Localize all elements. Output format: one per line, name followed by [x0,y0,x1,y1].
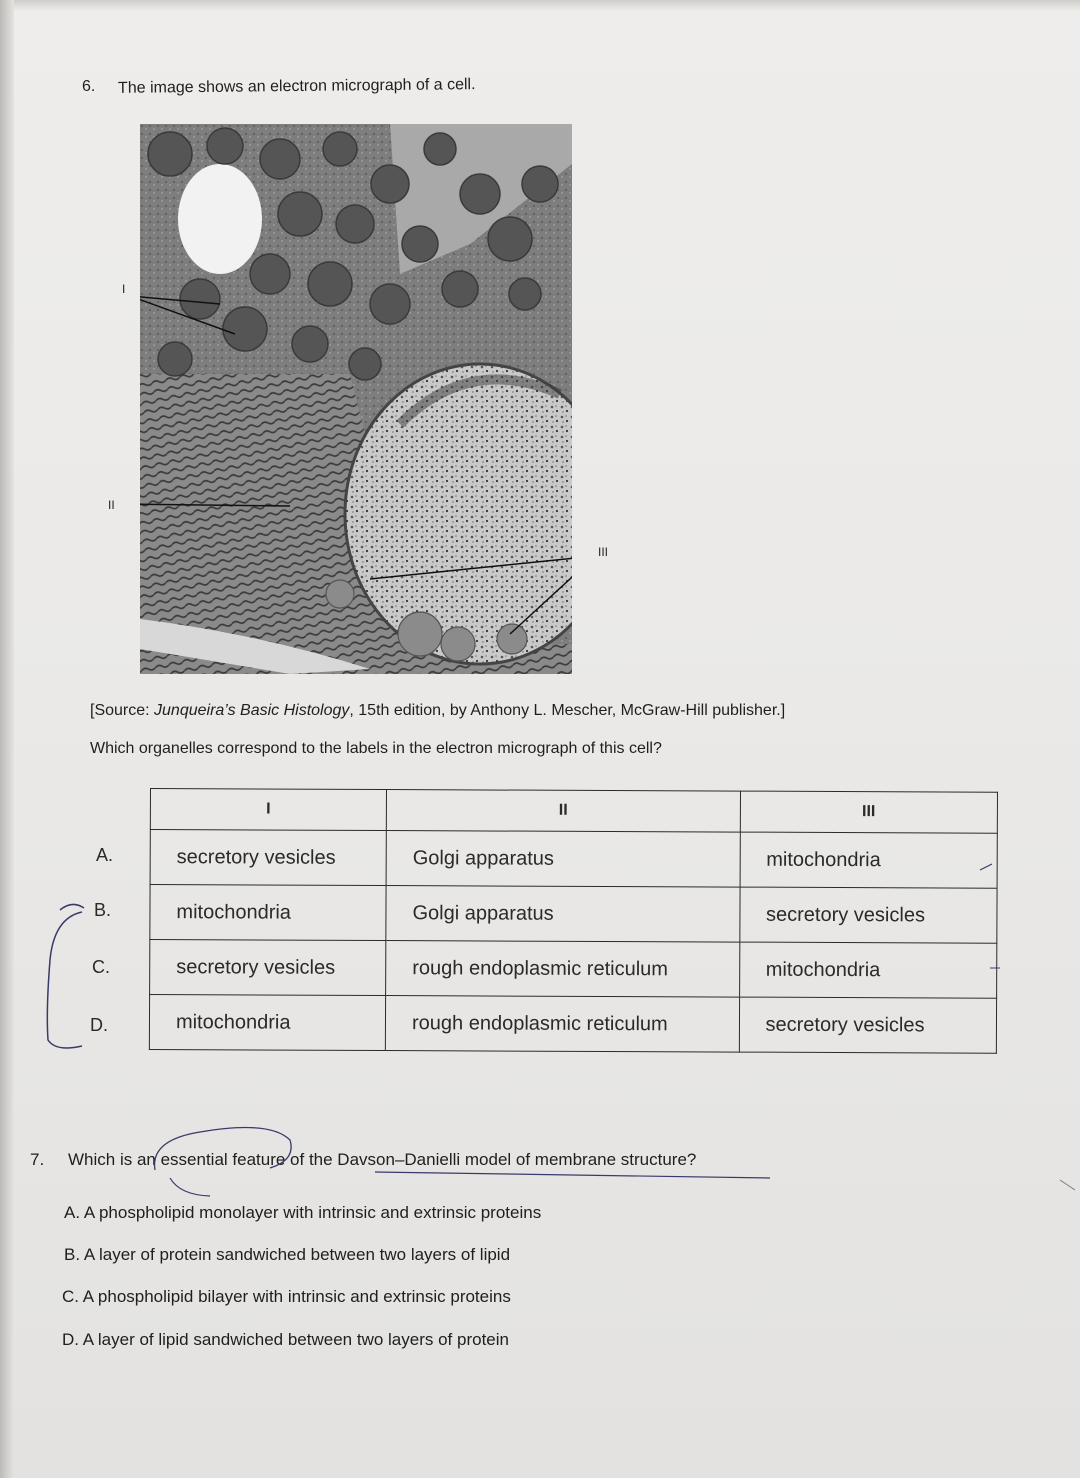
row-letter-a: A. [96,845,114,865]
micrograph-label-iii: III [598,545,609,559]
row-letter-c: C. [92,957,110,977]
table-row-a [150,830,997,889]
header-iii: III [740,791,998,833]
cell-a-ii: Golgi apparatus [386,831,740,888]
cell-b-ii: Golgi apparatus [386,886,740,943]
question-6-question: Which organelles correspond to the labels in the electron micrograph of this cell? [90,740,662,757]
option-b: B. A layer of protein sandwiched between two layers of lipid [64,1245,511,1264]
row-letter-d: D. [90,1015,108,1035]
cell-b-i: mitochondria [150,885,386,941]
cell-b-iii: secretory vesicles [739,887,997,943]
page-top-shadow [0,0,1080,10]
cell-c-ii: rough endoplasmic reticulum [386,941,740,998]
row-letter-b: B. [94,900,112,920]
question-7-prompt: Which is an essential feature of the Davson–Danielli model of membrane structure? [68,1150,697,1169]
micrograph-label-ii: II [108,498,115,512]
cell-d-iii: secretory vesicles [739,997,997,1053]
option-a: A. A phospholipid monolayer with intrinsic and extrinsic proteins [64,1203,542,1222]
electron-micrograph-image [140,124,572,674]
cell-c-iii: mitochondria [739,942,997,998]
table-row-b [150,885,997,944]
option-c: C. A phospholipid bilayer with intrinsic and extrinsic proteins [62,1287,511,1306]
cell-c-i: secretory vesicles [150,940,386,996]
question-6-prompt: The image shows an electron micrograph of a cell. [117,76,476,97]
answer-table [149,788,998,1054]
table-header-row [150,789,997,834]
table-row-d [149,995,996,1054]
cell-d-i: mitochondria [149,995,385,1051]
table-row-c [150,940,997,999]
cell-d-ii: rough endoplasmic reticulum [385,996,739,1053]
header-ii: II [386,790,740,833]
option-d: D. A layer of lipid sandwiched between two layers of protein [62,1330,509,1349]
micrograph-label-i: I [122,282,126,296]
cell-a-i: secretory vesicles [150,830,386,886]
question-7-number: 7. [30,1150,45,1169]
page-left-shadow [0,0,14,1478]
source-citation: [Source: Junqueira’s Basic Histology, 15th edition, by Anthony L. Mescher, McGraw-Hill publisher.] [90,702,786,719]
source-book-title: Junqueira’s Basic Histology [154,702,350,719]
header-i: I [150,789,386,831]
question-6-number: 6. [82,78,96,95]
cell-a-iii: mitochondria [740,832,998,888]
